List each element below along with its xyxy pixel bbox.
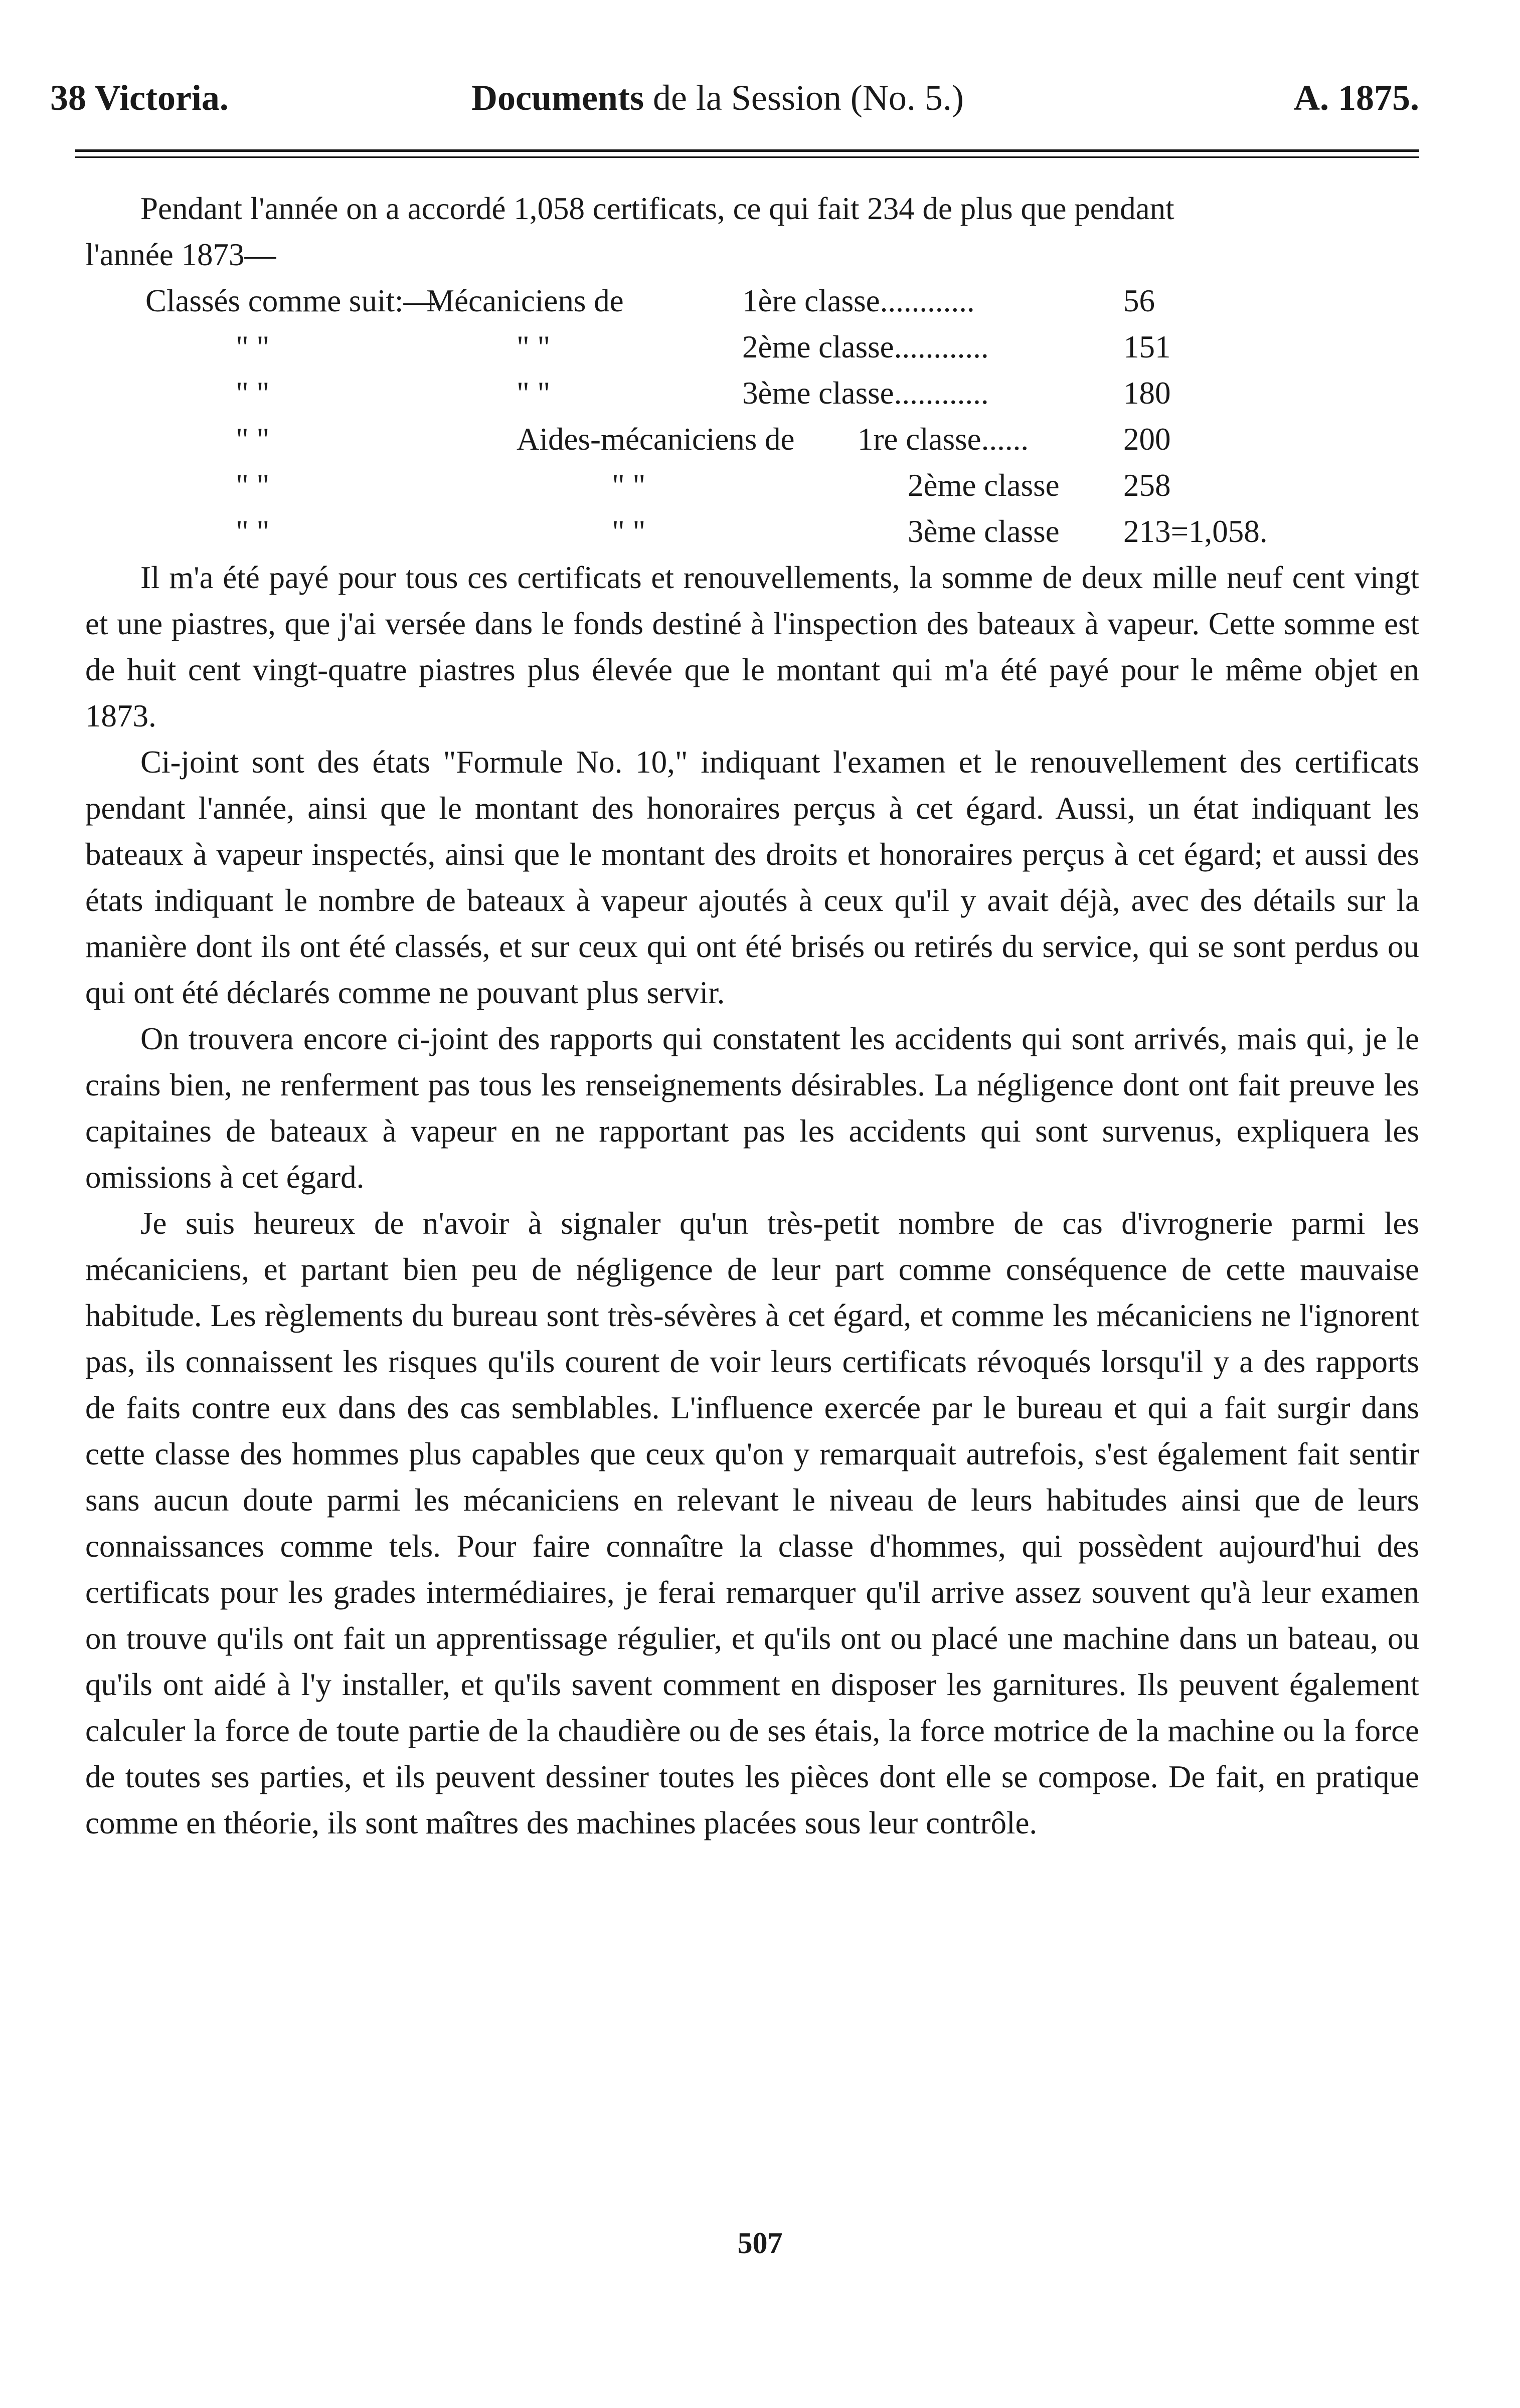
paragraph-statements: Ci-joint sont des états "Formule No. 10," indiquant l'examen et le renouvellement des certificats pendant l'année, ainsi que le montant des honoraires perçus à cet égard. Aussi, un état indiquant les bateaux à vapeur inspectés, ainsi que le montant des droits et honoraires perçus à cet égard; et aussi des états indiquant le nombre de bateaux à vapeur ajoutés à ceux qu'il y avait déjà, avec des détails sur la manière dont ils ont été classés, et sur ceux qui ont été brisés ou retirés du service, qui se sont perdus ou qui ont été déclarés comme ne pouvant plus servir. — [85, 745, 1419, 1010]
classification-category: Mécaniciens de — [426, 283, 624, 318]
classification-category: " " — [517, 376, 551, 411]
classification-grade: 1ère classe............ — [742, 283, 975, 318]
intro-line-1: Pendant l'année on a accordé 1,058 certificats, ce qui fait 234 de plus que pendant — [140, 191, 1174, 226]
classification-heading: Classés comme suit:— — [145, 283, 435, 318]
classification-row — [85, 508, 1419, 554]
page-number: 507 — [737, 2227, 783, 2260]
classification-grade: 1re classe...... — [858, 422, 1029, 457]
classification-value: 180 — [1123, 376, 1171, 411]
classification-ditto: " " — [236, 329, 270, 364]
intro-line-2: l'année 1873— — [85, 237, 276, 272]
classification-category: Aides-mécaniciens de — [517, 422, 795, 457]
body-text — [85, 186, 1419, 1846]
paragraph-payment: Il m'a été payé pour tous ces certificats et renouvellements, la somme de deux mille neuf cent vingt et une piastres, que j'ai versée dans le fonds destiné à l'inspection des bateaux à vapeur. Cette somme est de huit cent vingt-quatre piastres plus élevée que le montant qui m'a été payé pour le même objet en 1873. — [85, 560, 1419, 733]
paragraph-mechanics: Je suis heureux de n'avoir à signaler qu'un très-petit nombre de cas d'ivrognerie parmi les mécaniciens, et partant bien peu de négligence de leur part comme conséquence de cette mauvaise habitude. Les règlements du bureau sont très-sévères à cet égard, et comme les mécaniciens ne l'ignorent pas, ils connaissent les risques qu'ils courent de voir leurs certificats révoqués lorsqu'il y a des rapports de faits contre eux dans des cas semblables. L'influence exercée par le bureau et qui a fait surgir dans cette classe des hommes plus capables que ceux qu'on y remarquait autrefois, s'est également fait sentir sans aucun doute parmi les mécaniciens en relevant le niveau de leurs habitudes ainsi que de leurs connaissances comme tels. Pour faire connaître la classe d'hommes, qui possèdent aujourd'hui des certificats pour les grades intermédiaires, je ferai remarquer qu'il arrive assez souvent qu'à leur examen on trouve qu'ils ont fait un apprentissage régulier, et qu'ils ont ou placé une machine dans un bateau, ou qu'ils ont aidé à l'y installer, et qu'ils savent comment en disposer les garnitures. Ils peuvent également calculer la force de toute partie de la chaudière ou de ses étais, la force motrice de la machine ou la force de toutes ses parties, et ils peuvent dessiner toutes les pièces dont elle se compose. De fait, en pratique comme en théorie, ils sont maîtres des machines placées sous leur contrôle. — [85, 1206, 1419, 1840]
header-rule-thick — [75, 149, 1419, 152]
paragraph-accidents: On trouvera encore ci-joint des rapports qui constatent les accidents qui sont arrivés, mais qui, je le crains bien, ne renferment pas tous les renseignements désirables. La négligence dont ont fait preuve les capitaines de bateaux à vapeur en ne rapportant pas les accidents qui sont survenus, expliquera les omissions à cet égard. — [85, 1021, 1419, 1195]
classification-category: " " — [517, 329, 551, 364]
classification-category: " " — [612, 468, 646, 503]
header-rule-thin — [75, 156, 1419, 158]
classification-value: 200 — [1123, 422, 1171, 457]
classification-ditto: " " — [236, 468, 270, 503]
running-head — [50, 70, 1419, 125]
classification-row — [85, 416, 1419, 462]
classification-row — [85, 278, 1419, 324]
classification-value: 213=1,058. — [1123, 514, 1268, 549]
header-year: A. 1875. — [1294, 78, 1419, 118]
classification-row — [85, 324, 1419, 370]
classification-grade: 2ème classe — [908, 468, 1060, 503]
classification-value: 258 — [1123, 468, 1171, 503]
classification-value: 56 — [1123, 283, 1155, 318]
header-title — [471, 70, 964, 125]
classification-value: 151 — [1123, 329, 1171, 364]
classification-grade: 3ème classe — [908, 514, 1060, 549]
classification-category: " " — [612, 514, 646, 549]
classification-ditto: " " — [236, 376, 270, 411]
header-volume: 38 Victoria. — [50, 78, 229, 118]
classification-ditto: " " — [236, 514, 270, 549]
classification-row — [85, 462, 1419, 508]
classification-row — [85, 370, 1419, 416]
classification-grade: 3ème classe............ — [742, 376, 989, 411]
classification-table — [85, 278, 1419, 554]
classification-grade: 2ème classe............ — [742, 329, 989, 364]
header-session: de la Session (No. 5.) — [643, 78, 964, 118]
classification-ditto: " " — [236, 422, 270, 457]
header-documents: Documents — [471, 78, 644, 118]
